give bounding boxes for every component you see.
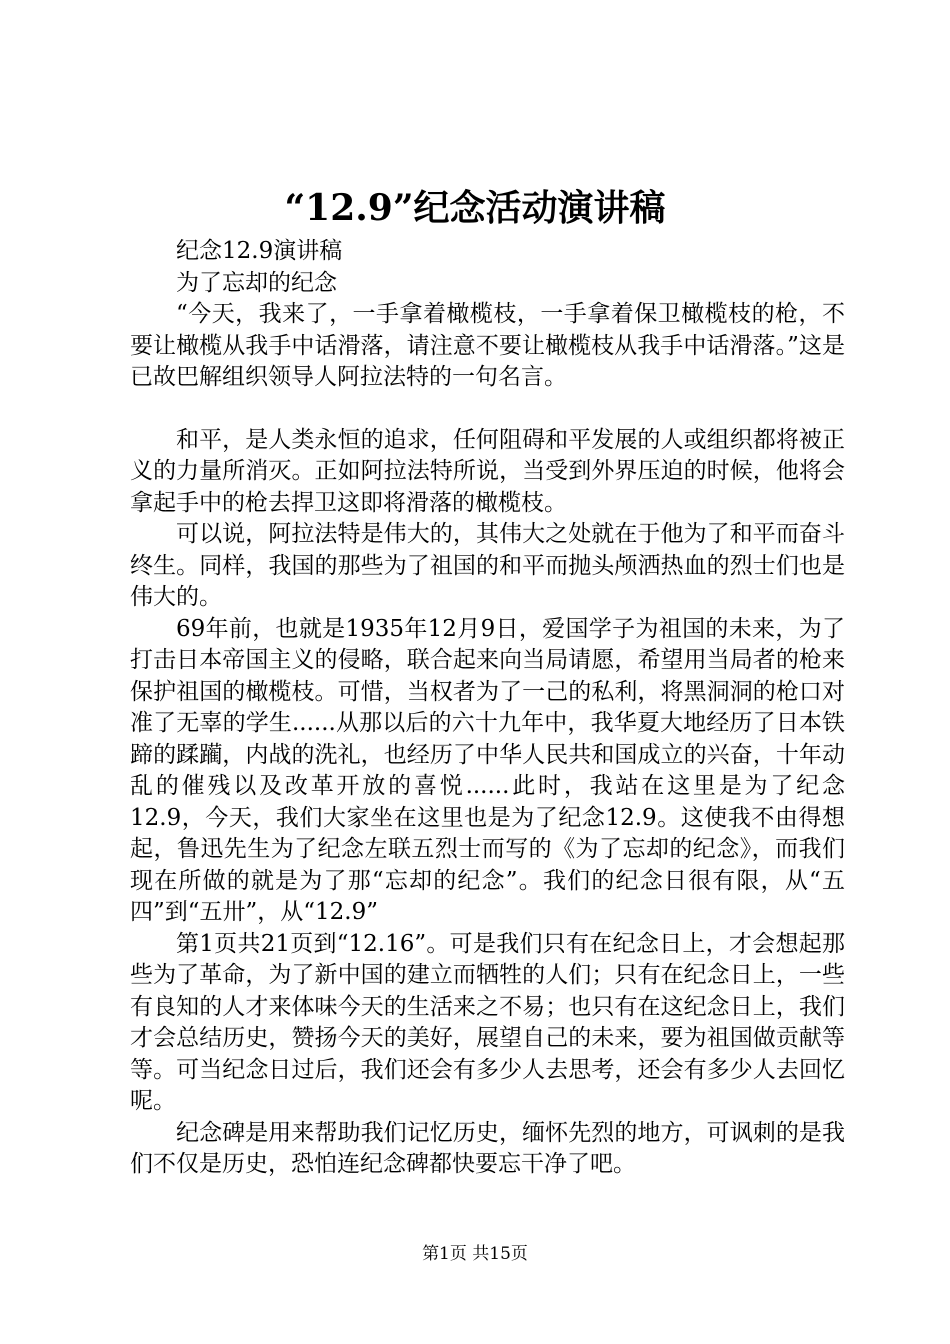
paragraph-arafat: 可以说，阿拉法特是伟大的，其伟大之处就在于他为了和平而奋斗终生。同样，我国的那些为了祖国的和平而抛头颅洒热血的烈士们也是伟大的。 [130,521,845,610]
paragraph-history: 69年前，也就是1935年12月9日，爱国学子为祖国的未来，为了打击日本帝国主义的侵略，联合起来向当局请愿，希望用当局者的枪来保护祖国的橄榄枝。可惜，当权者为了一己的私利，将黑洞洞的枪口对准了无辜的学生......从那以后的六十九年中，我华夏大地经历了日本铁蹄的蹂躏，内战的洗礼，也经历了中华人民共和国成立的兴奋，十年动乱的催残以及改革开放的喜悦......此时，我站在这里是为了纪念12.9，今天，我们大家坐在这里也是为了纪念12.9。这使我不由得想起，鲁迅先生为了纪念左联五烈士而写的《为了忘却的纪念》，而我们现在所做的就是为了那“忘却的纪念”。我们的纪念日很有限，从“五四”到“五卅”，从“12.9” [130,615,845,925]
paragraph-heading: 为了忘却的纪念 [176,269,337,296]
document-body [130,236,845,1181]
page-footer: 第1页 共15页 [422,1244,528,1264]
paragraph-quote: “今天，我来了，一手拿着橄榄枝，一手拿着保卫橄榄枝的枪，不要让橄榄从我手中话滑落，请注意不要让橄榄枝从我手中话滑落。”这是已故巴解组织领导人阿拉法特的一句名言。 [130,301,845,390]
paragraph-memorial-days: 第1页共21页到“12.16”。可是我们只有在纪念日上，才会想起那些为了革命，为了新中国的建立而牺牲的人们；只有在纪念日上，一些有良知的人才来体味今天的生活来之不易；也只有在这纪念日上，我们才会总结历史，赞扬今天的美好，展望自己的未来，要为祖国做贡献等等。可当纪念日过后，我们还会有多少人去思考，还会有多少人去回忆呢。 [130,930,845,1114]
paragraph-monument: 纪念碑是用来帮助我们记忆历史，缅怀先烈的地方，可讽刺的是我们不仅是历史，恐怕连纪念碑都快要忘干净了吧。 [130,1119,845,1177]
document-title: “12.9”纪念活动演讲稿 [284,187,666,229]
paragraph-subtitle: 纪念12.9演讲稿 [176,238,343,264]
paragraph-peace: 和平，是人类永恒的追求，任何阻碍和平发展的人或组织都将被正义的力量所消灭。正如阿拉法特所说，当受到外界压迫的时候，他将会拿起手中的枪去捍卫这即将滑落的橄榄枝。 [130,426,845,516]
